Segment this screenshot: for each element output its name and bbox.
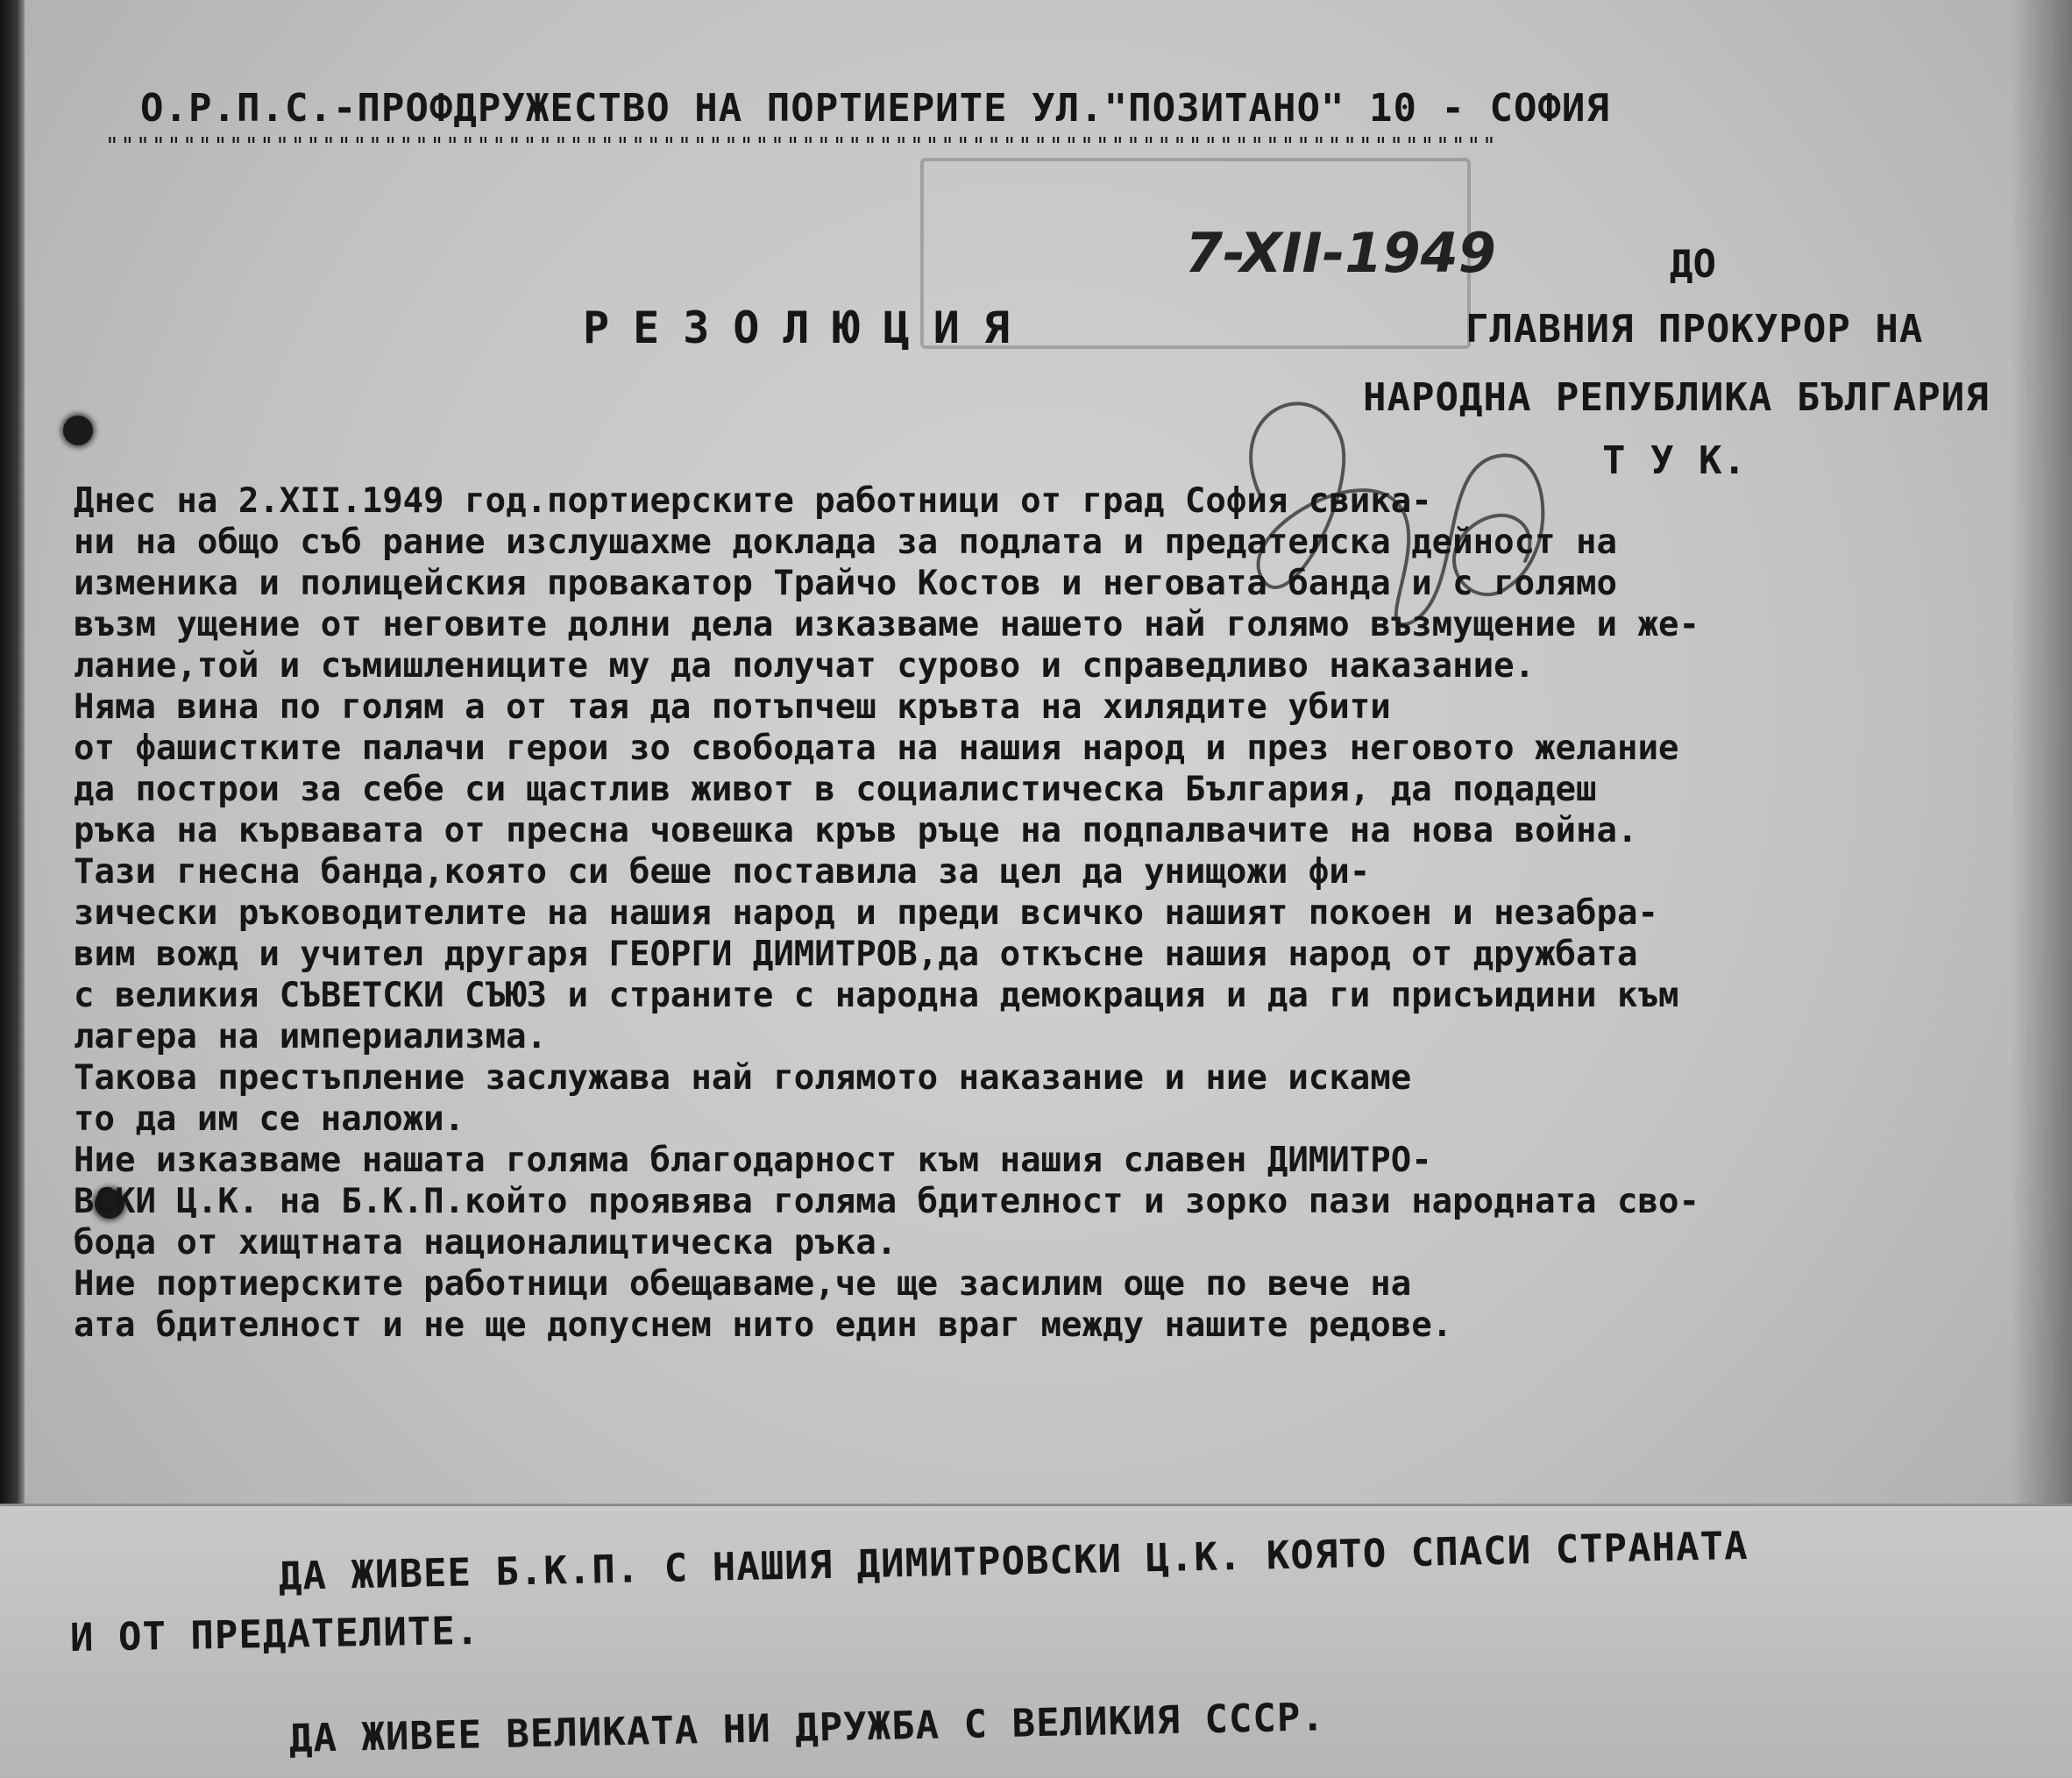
resolution-body	[74, 480, 2028, 1346]
lower-sheet	[0, 1504, 2072, 1778]
stamp-date: 7-XII-1949	[1185, 221, 1496, 285]
body-line: то да им се наложи.	[74, 1099, 465, 1139]
body-line: Тази гнесна банда,която си беше поставила за цел да унищожи фи-	[74, 852, 1371, 892]
addressee-line: ГЛАВНИЯ ПРОКУРОР НА	[1465, 307, 1924, 352]
document-title: РЕЗОЛЮЦИЯ	[583, 302, 1033, 353]
body-line: възм ущение от неговите долни дела изказваме нашето най голямо възмущение и же-	[74, 605, 1699, 644]
body-line: ръка на кървавата от пресна човешка кръв ръце на подпалвачите на нова война.	[74, 811, 1638, 850]
addressee-line: Т У К.	[1602, 438, 1747, 483]
body-line: с великия СЪВЕТСКИ СЪЮЗ и страните с народна демокрация и да ги присъидини към	[74, 976, 1679, 1015]
body-line: от фашистките палачи герои зо свободата на нашия народ и през неговото желание	[74, 729, 1679, 768]
addressee-line: НАРОДНА РЕПУБЛИКА БЪЛГАРИЯ	[1363, 375, 1990, 420]
body-line: Ние изказваме нашата голяма благодарност към нашия славен ДИМИТРО-	[74, 1141, 1432, 1180]
body-line: изменика и полицейския провакатор Трайчо Костов и неговата банда и с голямо	[74, 564, 1617, 603]
body-line: ата бдителност и не ще допуснем нито един враг между нашите редове.	[74, 1305, 1453, 1345]
body-line: лание,той и съмишлениците му да получат сурово и справедливо наказание.	[74, 646, 1536, 686]
punch-hole	[63, 416, 93, 445]
body-line: Такова престъпление заслужава най голямото наказание и ние искаме	[74, 1058, 1412, 1098]
body-line: да построи за себе си щастлив живот в социалистическа България, да подадеш	[74, 770, 1597, 809]
body-line: лагера на империализма.	[74, 1017, 548, 1056]
header-underline: """"""""""""""""""""""""""""""""""""""""""""""""""""""""""""""""""""""""""""""""""""""""""	[105, 133, 1498, 160]
slogan-line: И ОТ ПРЕДАТЕЛИТЕ.	[69, 1608, 480, 1661]
body-line: Днес на 2.XII.1949 год.портиерските работници от град София свика-	[74, 481, 1432, 521]
body-line: ВСКИ Ц.К. на Б.К.П.който проявява голяма бдителност и зорко пази народната сво-	[74, 1182, 1699, 1221]
body-line: ни на общо съб рание изслушахме доклада за подлата и предателска дейност на	[74, 523, 1617, 562]
body-line: Ние портиерските работници обещаваме,че ще засилим още по вече на	[74, 1264, 1412, 1304]
slogan-line: ДА ЖИВЕЕ ВЕЛИКАТА НИ ДРУЖБА С ВЕЛИКИЯ СССР.	[288, 1695, 1326, 1761]
addressee-to: ДО	[1670, 242, 1716, 287]
body-line: бода от хищтната националицтическа ръка.	[74, 1223, 898, 1262]
body-line: Няма вина по голям а от тая да потъпчеш кръвта на хилядите убити	[74, 687, 1391, 727]
body-line: вим вожд и учител другаря ГЕОРГИ ДИМИТРОВ,да откъсне нашия народ от дружбата	[74, 935, 1638, 974]
slogan-line: ДА ЖИВЕЕ Б.К.П. С НАШИЯ ДИМИТРОВСКИ Ц.К. КОЯТО СПАСИ СТРАНАТА	[278, 1523, 1749, 1599]
organization-header: О.Р.П.С.-ПРОФДРУЖЕСТВО НА ПОРТИЕРИТЕ УЛ."ПОЗИТАНО" 10 - СОФИЯ	[140, 86, 1610, 131]
body-line: зически ръководителите на нашия народ и преди всичко нашият покоен и незабра-	[74, 893, 1658, 933]
